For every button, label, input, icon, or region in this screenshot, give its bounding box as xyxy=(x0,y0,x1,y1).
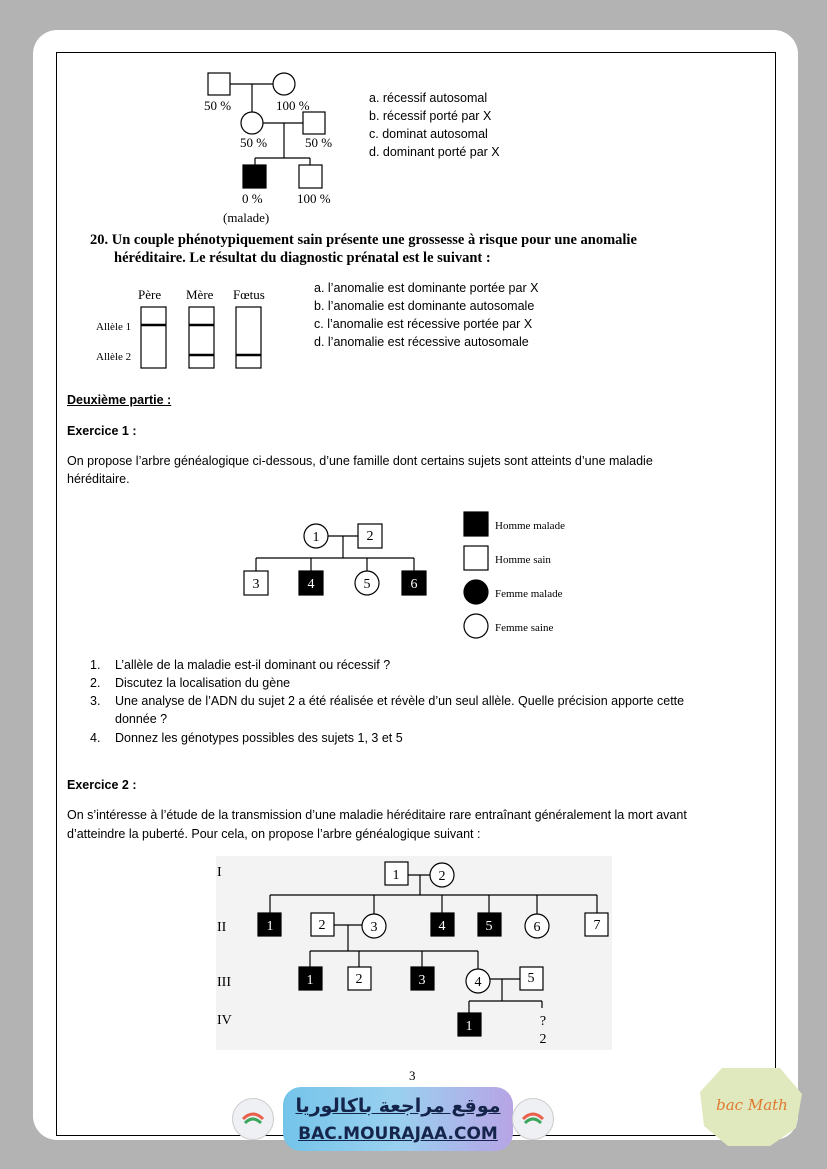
q20-line1: Un couple phénotypiquement sain présente une grossesse à risque pour une anomalie xyxy=(111,232,637,248)
ex2-label: 2 xyxy=(438,869,446,884)
ex1-q2-num: 2. xyxy=(90,676,101,690)
gen-label: III xyxy=(217,975,231,990)
ex1-q3: Une analyse de l’ADN du sujet 2 a été réalisée et révèle d’un seul allèle. Quelle précision apporte cette xyxy=(115,694,685,708)
q20-option-c: c. l’anomalie est récessive portée par X xyxy=(314,317,533,331)
page-number: 3 xyxy=(409,1068,416,1083)
gen-label: IV xyxy=(217,1013,232,1028)
gen-label: I xyxy=(217,865,222,880)
ex1-q3-cont: donnée ? xyxy=(115,712,168,726)
ex1-q4: Donnez les génotypes possibles des sujets 1, 3 et 5 xyxy=(115,731,403,745)
ex1-intro-line2: héréditaire. xyxy=(67,472,130,486)
q20-line2: héréditaire. Le résultat du diagnostic prénatal est le suivant : xyxy=(114,250,491,266)
ex2-label: 2 xyxy=(539,1032,547,1047)
ex2-label: 3 xyxy=(418,973,426,988)
q19-option-a: a. récessif autosomal xyxy=(369,91,488,105)
q19-pct: 50 % xyxy=(305,135,333,150)
ex2-label: 4 xyxy=(438,919,446,934)
ex2-unknown-mark: ? xyxy=(539,1014,547,1029)
ex1-intro-line1: On propose l’arbre généalogique ci-dessous, d’une famille dont certains sujets sont atteints d’une maladie xyxy=(67,454,653,468)
ex2-label: 5 xyxy=(527,971,535,986)
ex2-label: 5 xyxy=(485,919,493,934)
ex2-title: Exercice 2 : xyxy=(67,778,137,792)
part2-title: Deuxième partie : xyxy=(67,393,172,407)
ex2-label: 1 xyxy=(465,1019,473,1034)
ex1-q2: Discutez la localisation du gène xyxy=(115,676,291,690)
ex1-label: 4 xyxy=(307,577,315,592)
ex2-label: 3 xyxy=(370,920,378,935)
ex1-label: 2 xyxy=(366,529,374,544)
q20-option-b: b. l’anomalie est dominante autosomale xyxy=(314,299,535,313)
ex1-label: 5 xyxy=(363,577,371,592)
ex2-label: 1 xyxy=(392,868,400,883)
legend-femme-malade: Femme malade xyxy=(495,588,563,600)
ex2-label: 2 xyxy=(355,972,363,987)
ex1-label: 3 xyxy=(252,577,260,592)
q20-option-a: a. l’anomalie est dominante portée par X xyxy=(314,281,539,295)
bac-math-logo-text: bac Math xyxy=(716,1096,788,1114)
ex2-intro-line2: d’atteindre la puberté. Pour cela, on propose l’arbre généalogique suivant : xyxy=(67,827,481,841)
ex2-label: 1 xyxy=(266,919,274,934)
ex2-intro-line1: On s’intéresse à l’étude de la transmission d’une maladie héréditaire rare entraînant généralement la mort avant xyxy=(67,808,687,822)
ex2-label: 1 xyxy=(306,973,314,988)
site-banner[interactable] xyxy=(283,1087,513,1151)
ex1-title: Exercice 1 : xyxy=(67,424,137,438)
ex2-label: 6 xyxy=(533,920,541,935)
q19-option-d: d. dominant porté par X xyxy=(369,145,500,159)
gel-row-allele1: Allèle 1 xyxy=(96,321,132,333)
gen-label: II xyxy=(217,920,227,935)
legend-femme-saine: Femme saine xyxy=(495,622,554,634)
q19-option-c: c. dominat autosomal xyxy=(369,127,488,141)
site-logo-left xyxy=(232,1098,274,1140)
ex2-label: 2 xyxy=(318,918,326,933)
gel-col-mere: Mère xyxy=(186,287,214,302)
ex1-q1: L’allèle de la maladie est-il dominant ou récessif ? xyxy=(115,658,391,672)
banner-url[interactable]: BAC.MOURAJAA.COM xyxy=(298,1124,498,1144)
banner-arabic-text[interactable]: موقع مراجعة باكالوريا xyxy=(295,1095,501,1117)
ex2-label: 4 xyxy=(474,975,482,990)
legend-homme-sain: Homme sain xyxy=(495,554,551,566)
gel-col-pere: Père xyxy=(138,287,162,302)
q19-pct: 50 % xyxy=(240,135,268,150)
q19-pct: 100 % xyxy=(297,191,331,206)
gel-col-foetus: Fœtus xyxy=(233,287,265,302)
q20-number: 20. xyxy=(90,232,109,248)
legend-homme-malade: Homme malade xyxy=(495,520,565,532)
q19-pct: 100 % xyxy=(276,98,310,113)
q19-malade-label: (malade) xyxy=(223,210,270,225)
ex2-label: 7 xyxy=(593,918,601,933)
site-logo-right xyxy=(512,1098,554,1140)
gel-row-allele2: Allèle 2 xyxy=(96,351,132,363)
q19-pct: 50 % xyxy=(204,98,232,113)
ex1-q4-num: 4. xyxy=(90,731,101,745)
q20-option-d: d. l’anomalie est récessive autosomale xyxy=(314,335,529,349)
ex1-label: 1 xyxy=(312,530,320,545)
bac-math-logo xyxy=(700,1066,802,1146)
q19-option-b: b. récessif porté par X xyxy=(369,109,492,123)
q19-pct: 0 % xyxy=(242,191,263,206)
ex1-q1-num: 1. xyxy=(90,658,101,672)
ex1-q3-num: 3. xyxy=(90,694,101,708)
ex1-label: 6 xyxy=(410,577,418,592)
